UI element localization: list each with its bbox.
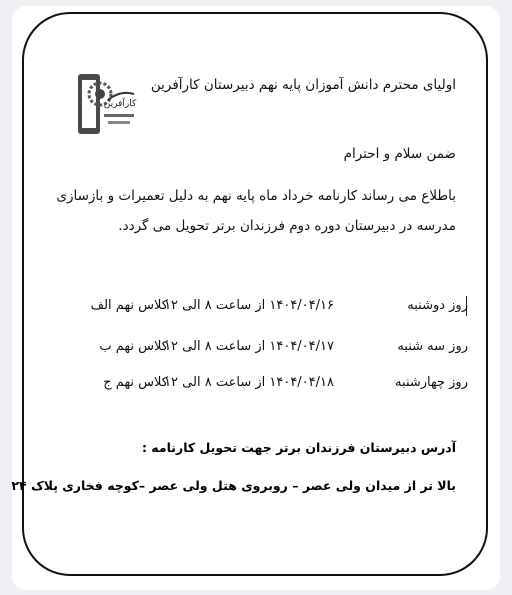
schedule-row [60, 339, 468, 357]
address-text: بالا تر از میدان ولی عصر – روبروی هتل ولی عصر –کوچه فخاری پلاک ۲۴ [11, 478, 456, 493]
schedule-time: ۱۴۰۴/۰۴/۱۸ از ساعت ۸ الی ۱۲ [164, 375, 334, 390]
address-title: آدرس دبیرستان فرزندان برتر جهت تحویل کارنامه : [141, 440, 456, 455]
schedule-time: ۱۴۰۴/۰۴/۱۷ از ساعت ۸ الی ۱۲ [164, 339, 334, 354]
logo-wordmark: کارآفرین [103, 99, 137, 109]
schedule-class: کلاس نهم الف [90, 298, 168, 313]
body-line-1: باطلاع می رساند کارنامه خرداد ماه پایه نهم به دلیل تعمیرات و بازسازی [56, 188, 456, 204]
schedule-class: کلاس نهم ج [103, 375, 168, 390]
notice-header: اولیای محترم دانش آموزان پایه نهم دبیرستان کارآفرین [150, 77, 456, 93]
schedule-day: روز چهارشنبه [395, 375, 468, 390]
schedule-day: روز دوشنبه [407, 298, 468, 313]
body-line-2: مدرسه در دبیرستان دوره دوم فرزندان برتر تحویل می گردد. [118, 218, 456, 234]
schedule-class: کلاس نهم ب [99, 339, 168, 354]
school-logo-icon [74, 70, 138, 140]
schedule-row [60, 298, 468, 316]
schedule-time: ۱۴۰۴/۰۴/۱۶ از ساعت ۸ الی ۱۲ [164, 298, 334, 313]
greeting: ضمن سلام و احترام [343, 146, 456, 162]
schedule-row [60, 375, 468, 393]
schedule-day: روز سه شنبه [397, 339, 468, 354]
